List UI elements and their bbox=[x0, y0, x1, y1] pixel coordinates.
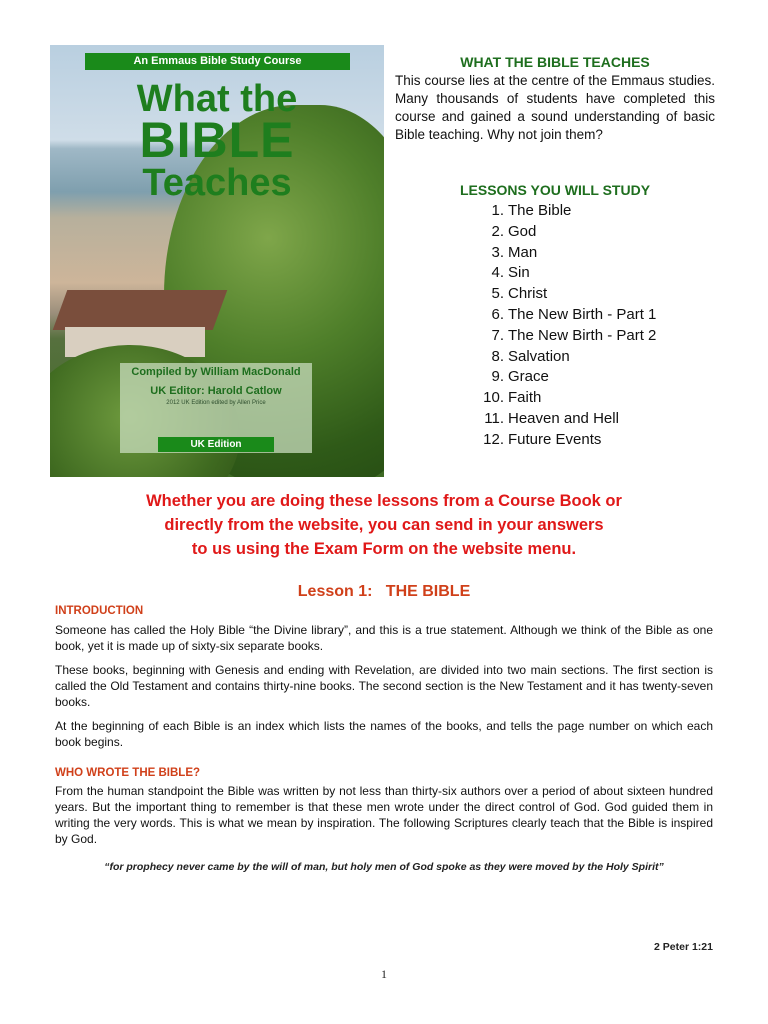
cover-roof bbox=[53, 290, 228, 330]
lesson-label: The Bible bbox=[508, 202, 572, 219]
cover-title-line3: Teaches bbox=[142, 161, 292, 204]
lesson-number: 4. bbox=[491, 264, 504, 282]
lesson-number: 12. bbox=[483, 430, 504, 448]
lesson-number: 7. bbox=[491, 326, 504, 344]
lesson-label: Man bbox=[508, 243, 538, 261]
lesson-label: Sin bbox=[508, 264, 530, 282]
lesson-number: 10. bbox=[483, 389, 504, 407]
cover-uk-editor: UK Editor: Harold Catlow bbox=[150, 385, 282, 397]
list-item bbox=[482, 367, 656, 388]
who-wrote-heading: WHO WROTE THE BIBLE? bbox=[55, 767, 201, 779]
list-item bbox=[482, 284, 656, 305]
lesson-label: The New Birth - Part 1 bbox=[508, 305, 657, 323]
cover-title-line2: BIBLE bbox=[139, 112, 295, 169]
about-text: This course lies at the centre of the Emmaus studies. Many thousands of students have completed this course and gained a sound understanding of basic Bible teaching. Why not join them? bbox=[395, 73, 715, 142]
lesson-number: 9. bbox=[491, 368, 504, 386]
intro-paragraph-1: Someone has called the Holy Bible “the Divine library”, and this is a true statement. Although we think of the Bible as one book, yet it is made up of sixty-six separate books. bbox=[55, 623, 713, 653]
list-item bbox=[482, 305, 656, 326]
intro-paragraph-3: At the beginning of each Bible is an index which lists the names of the books, and tells the page number on which each book begins. bbox=[55, 719, 713, 749]
lesson-number: 1. bbox=[491, 202, 504, 219]
cover-title bbox=[50, 78, 384, 204]
list-item bbox=[482, 263, 656, 284]
lessons-list bbox=[482, 201, 656, 451]
lesson-number: 11. bbox=[484, 409, 504, 427]
lesson-label: Christ bbox=[508, 285, 548, 303]
cover-title-line1: What the bbox=[136, 78, 298, 120]
cover-compiled-by: Compiled by William MacDonald bbox=[131, 366, 301, 378]
scripture-quote: “for prophecy never came by the will of man, but holy men of God spoke as they were moved by the Holy Spirit” bbox=[104, 861, 664, 873]
cover-edition-note: 2012 UK Edition edited by Allen Price bbox=[166, 400, 266, 406]
list-item bbox=[482, 347, 656, 368]
lesson-number: 5. bbox=[491, 285, 504, 303]
scripture-reference: 2 Peter 1:21 bbox=[654, 941, 713, 953]
book-cover-image bbox=[50, 45, 384, 477]
exam-form-notice bbox=[60, 489, 708, 561]
lesson-label: Future Events bbox=[508, 430, 602, 448]
lesson-label: The New Birth - Part 2 bbox=[508, 326, 657, 344]
notice-line1: Whether you are doing these lessons from a Course Book or bbox=[146, 492, 622, 510]
notice-line2: directly from the website, you can send in your answers bbox=[164, 516, 604, 534]
notice-line3: to us using the Exam Form on the website menu. bbox=[191, 540, 577, 558]
cover-edition-label: UK Edition bbox=[158, 437, 274, 452]
lesson-label: Salvation bbox=[508, 347, 570, 365]
list-item bbox=[482, 388, 656, 409]
intro-paragraph-2: These books, beginning with Genesis and ending with Revelation, are divided into two main sections. The first section is called the Old Testament and contains thirty-nine books. The second section is the New Testament and it has twenty-seven books. bbox=[55, 663, 713, 709]
cover-series-label: An Emmaus Bible Study Course bbox=[85, 53, 350, 70]
lessons-heading: LESSONS YOU WILL STUDY bbox=[459, 182, 651, 198]
page-number: 1 bbox=[381, 967, 387, 981]
lesson-label: God bbox=[508, 222, 537, 240]
list-item bbox=[482, 409, 656, 430]
who-wrote-paragraph: From the human standpoint the Bible was written by not less than thirty-six authors over a period of about sixteen hundred years. But the important thing to remember is that these men wrote under the direct control of God. God guided them in writing the very words. This is what we mean by inspiration. The following Scriptures clearly teach that the Bible is inspired by God. bbox=[55, 784, 713, 846]
list-item bbox=[482, 201, 656, 222]
lesson-label: Faith bbox=[508, 389, 542, 407]
list-item bbox=[482, 430, 656, 451]
about-heading: WHAT THE BIBLE TEACHES bbox=[460, 54, 650, 70]
introduction-heading: INTRODUCTION bbox=[55, 605, 144, 617]
list-item bbox=[482, 222, 656, 243]
lesson-label: Heaven and Hell bbox=[508, 409, 619, 427]
lesson-number: 3. bbox=[491, 243, 504, 261]
lesson-number: 2. bbox=[491, 222, 504, 240]
list-item bbox=[482, 326, 656, 347]
lesson-number: 8. bbox=[491, 347, 504, 365]
list-item bbox=[482, 243, 656, 264]
lesson-label: Grace bbox=[508, 368, 549, 386]
lesson-heading: Lesson 1: THE BIBLE bbox=[297, 583, 471, 600]
lesson-number: 6. bbox=[491, 305, 504, 323]
